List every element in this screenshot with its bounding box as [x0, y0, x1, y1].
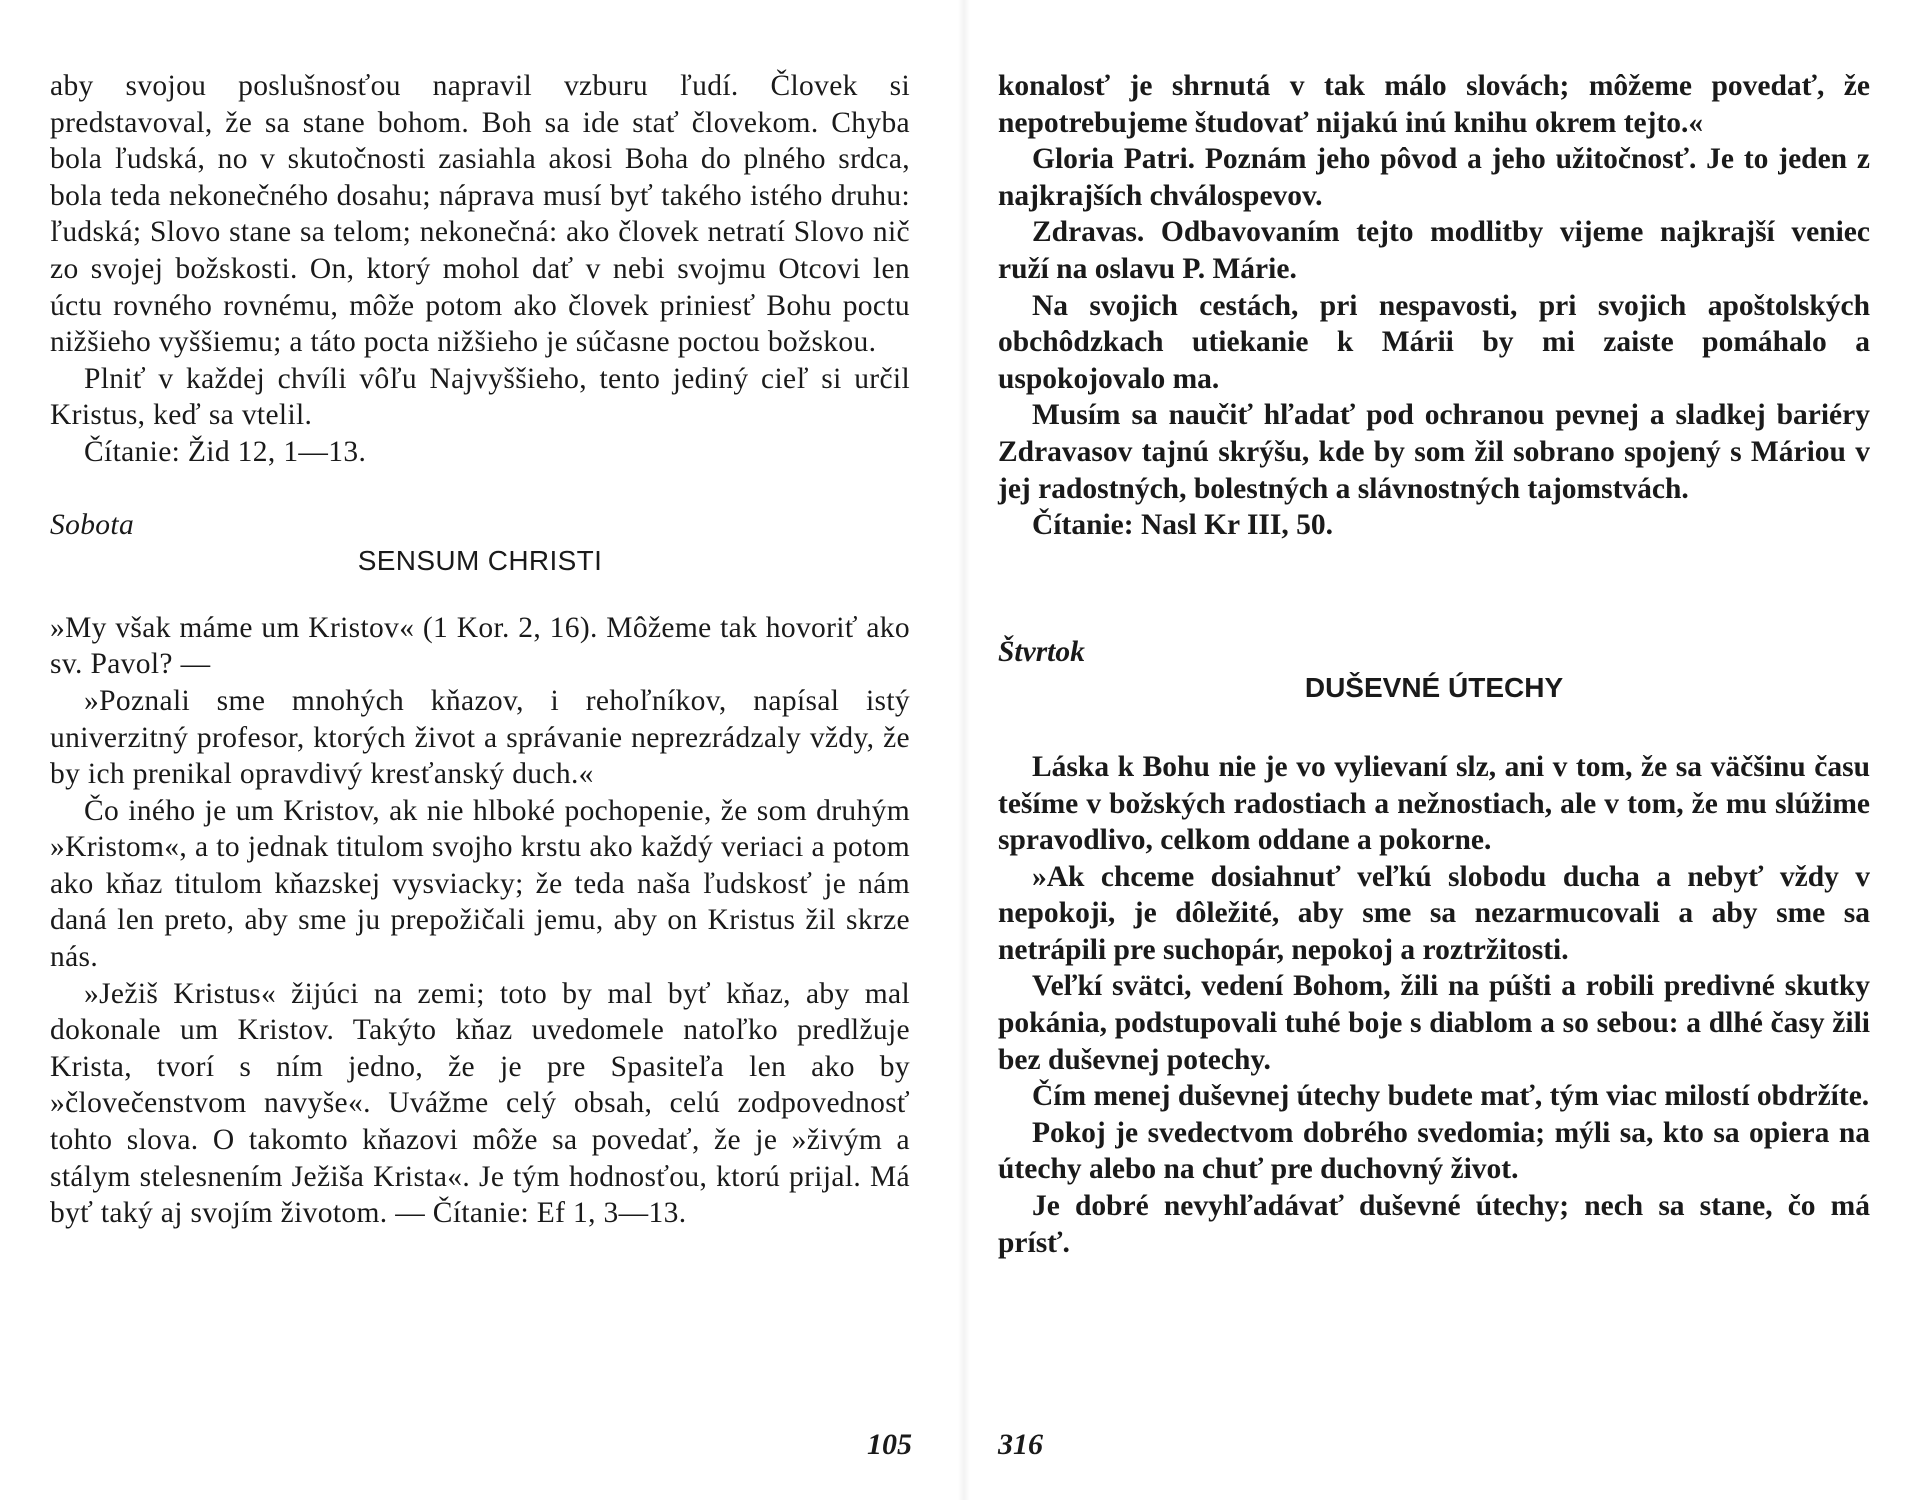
day-label: Sobota	[50, 508, 135, 541]
page-number: 105	[867, 1428, 912, 1461]
paragraph: Je dobré nevyhľadávať duševné útechy; nech sa stane, čo má prísť.	[998, 1190, 1870, 1259]
right-text-column	[998, 68, 1870, 1261]
paragraph: »Ježiš Kristus« žijúci na zemi; toto by mal byť kňaz, aby mal dokonale um Kristov. Takýto kňaz uvedomele natoľko predlžuje Krista, tvorí s ním jedno, že je pre Spasiteľa len ako by »človečenstvom navyše«. Uvážme celý obsah, celú zodpovednosť tohto slova. O takomto kňazovi môže sa povedať, že je »živým a stálym stelesnením Ježiša Krista«. Je tým hodnosťou, ktorú prijal. Má byť taký aj svojím životom. — Čítanie: Ef 1, 3—13.	[50, 977, 910, 1230]
paragraph: Zdravas. Odbavovaním tejto modlitby vijeme najkrajší veniec ruží na oslavu P. Márie.	[998, 216, 1870, 285]
paragraph: Gloria Patri. Poznám jeho pôvod a jeho užitočnosť. Je to jeden z najkrajších chválospevov.	[998, 143, 1870, 212]
paragraph: Čo iného je um Kristov, ak nie hlboké pochopenie, že som druhým »Kristom«, a to jednak titulom svojho krstu ako každý veriaci a potom ako kňaz titulom kňazskej vysviacky; že teda naša ľudskosť je nám daná len preto, aby sme ju prepožičali jemu, aby on Kristus žil skrze nás.	[50, 794, 910, 974]
paragraph: Plniť v každej chvíli vôľu Najvyššieho, tento jediný cieľ si určil Kristus, keď sa vtelil.	[50, 362, 910, 432]
paragraph: »Poznali sme mnohých kňazov, i rehoľníkov, napísal istý univerzitný profesor, ktorých život a správanie neprezrádzaly vždy, že by ich prenikal opravdivý kresťanský duch.«	[50, 684, 910, 791]
paragraph: Láska k Bohu nie je vo vylievaní slz, ani v tom, že sa väčšinu času tešíme v božských radostiach a nežnostiach, ale v tom, že mu slúžime spravodlivo, celkom oddane a pokorne.	[998, 750, 1870, 857]
left-text-column	[50, 68, 910, 1232]
paragraph: Čím menej duševnej útechy budete mať, tým viac milostí obdržíte.	[1032, 1080, 1870, 1113]
paragraph: Pokoj je svedectvom dobrého svedomia; mýli sa, kto sa opiera na útechy alebo na chuť pre duchovný život.	[998, 1116, 1870, 1186]
page-number: 316	[998, 1428, 1043, 1461]
section-heading: SENSUM CHRISTI	[357, 545, 603, 577]
paragraph: Veľkí svätci, vedení Bohom, žili na púšti a robili predivné skutky pokánia, podstupovali tuhé boje s diablom a so sebou: a dlhé časy žili bez duševnej potechy.	[998, 970, 1870, 1076]
paragraph: »Ak chceme dosiahnuť veľkú slobodu ducha a nebyť vždy v nepokoji, je dôležité, aby sme sa nezarmucovali a aby sme sa netrápili pre suchopár, nepokoj a roztržitosti.	[998, 860, 1870, 966]
paragraph: Musím sa naučiť hľadať pod ochranou pevnej a sladkej bariéry Zdravasov tajnú skrýšu, kde by som žil sobrano spojený s Máriou v jej radostných, bolestných a slávnostných tajomstvách.	[998, 399, 1870, 505]
section-heading: DUŠEVNÉ ÚTECHY	[1304, 672, 1564, 704]
day-label: Štvrtok	[998, 635, 1085, 668]
reading-reference: Čítanie: Žid 12, 1—13.	[84, 435, 367, 468]
paragraph: aby svojou poslušnosťou napravil vzburu ľudí. Človek si predstavoval, že sa stane bohom. Boh sa ide stať človekom. Chyba bola ľudská, no v skutočnosti zasiahla akosi Boha do plného srdca, bola teda nekonečného dosahu; náprava musí byť takého istého druhu: ľudská; Slovo stane sa telom; nekonečná: ako človek netratí Slovo nič zo svojej božskosti. On, ktorý mohol dať v nebi svojmu Otcovi len úctu rovného rovnému, môže potom ako človek priniesť Bohu poctu nižšieho vyššiemu; a táto pocta nižšieho je súčasne poctou božskou.	[50, 70, 910, 359]
reading-reference: Čítanie: Nasl Kr III, 50.	[1032, 509, 1334, 542]
paragraph: »My však máme um Kristov« (1 Kor. 2, 16). Môžeme tak hovoriť ako sv. Pavol? —	[50, 611, 910, 681]
paragraph: Na svojich cestách, pri nespavosti, pri svojich apoštolských obchôdzkach utiekanie k Márii by mi zaiste pomáhalo a uspokojovalo ma.	[998, 289, 1870, 395]
paragraph: konalosť je shrnutá v tak málo slovách; môžeme povedať, že nepotrebujeme študovať nijakú inú knihu okrem tejto.«	[998, 70, 1870, 139]
book-gutter	[958, 0, 970, 1500]
